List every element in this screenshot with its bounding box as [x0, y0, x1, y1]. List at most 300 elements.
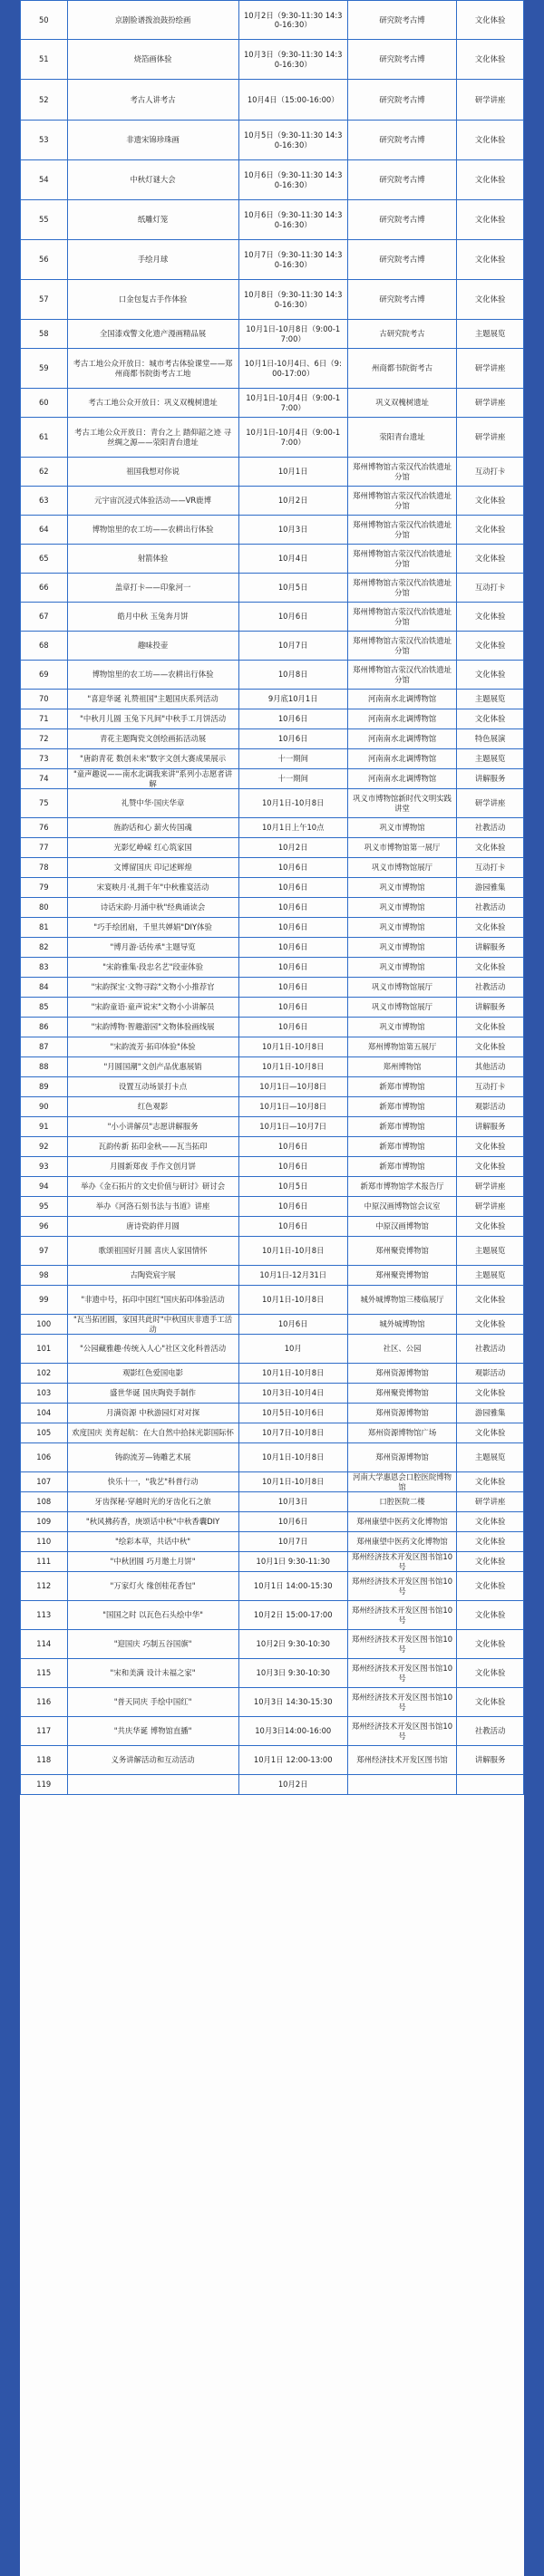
- cell-time: 10月1日-10月8日: [238, 1057, 347, 1077]
- cell-time: 10月1日上午10点: [238, 818, 347, 838]
- cell-name: 祖国我想对你说: [67, 458, 238, 487]
- cell-type: 讲解服务: [457, 769, 524, 789]
- cell-loc: 郑州经济技术开发区图书馆10号: [347, 1601, 456, 1630]
- cell-no: 66: [21, 574, 68, 603]
- table-row: [21, 320, 524, 349]
- cell-name: 皓月中秋 玉兔奔月饼: [67, 603, 238, 632]
- cell-time: 10月3日: [238, 516, 347, 545]
- cell-type: 文化体验: [457, 918, 524, 938]
- cell-type: 讲解服务: [457, 998, 524, 1018]
- cell-time: 10月7日-10月8日: [238, 1423, 347, 1443]
- cell-type: 主题展览: [457, 690, 524, 709]
- cell-time: 10月1日 12:00-13:00: [238, 1746, 347, 1775]
- cell-type: 主题展览: [457, 749, 524, 769]
- cell-type: 讲解服务: [457, 938, 524, 958]
- cell-time: 10月7日（9:30-11:30 14:30-16:30）: [238, 240, 347, 280]
- cell-name: 旌韵话和心 薪火传国魂: [67, 818, 238, 838]
- cell-no: 78: [21, 858, 68, 878]
- table-row: [21, 1492, 524, 1512]
- cell-name: 京剧脸谱拨浪鼓扮绘画: [67, 1, 238, 40]
- cell-name: "宋和美满 设计未福之家": [67, 1659, 238, 1688]
- cell-no: 108: [21, 1492, 68, 1512]
- table-row: [21, 1157, 524, 1177]
- cell-type: 社教活动: [457, 1335, 524, 1364]
- table-row: [21, 1315, 524, 1335]
- cell-time: 9月底10月1日: [238, 690, 347, 709]
- table-row: [21, 40, 524, 80]
- table-row: [21, 1472, 524, 1492]
- cell-loc: 河南南水北调博物馆: [347, 729, 456, 749]
- table-row: [21, 789, 524, 818]
- table-row: [21, 1335, 524, 1364]
- table-row: [21, 1, 524, 40]
- cell-type: 文化体验: [457, 280, 524, 320]
- table-row: [21, 998, 524, 1018]
- cell-no: 110: [21, 1532, 68, 1552]
- cell-time: 10月7日: [238, 632, 347, 661]
- cell-name: 青花主题陶瓷文创绘画拓活动展: [67, 729, 238, 749]
- cell-loc: 郑州经济技术开发区图书馆10号: [347, 1630, 456, 1659]
- table-row: [21, 1404, 524, 1423]
- cell-name: "国国之时 以瓦色石头绘中华": [67, 1601, 238, 1630]
- cell-type: 特色展演: [457, 729, 524, 749]
- cell-time: 10月3日-10月4日: [238, 1384, 347, 1404]
- cell-no: 56: [21, 240, 68, 280]
- cell-loc: 郑州经济技术开发区图书馆10号: [347, 1572, 456, 1601]
- cell-loc: 研究院考古博: [347, 40, 456, 80]
- cell-type: 文化体验: [457, 1552, 524, 1572]
- cell-loc: 巩义市博物馆第一展厅: [347, 838, 456, 858]
- cell-type: 互动打卡: [457, 1077, 524, 1097]
- table-row: [21, 1217, 524, 1237]
- table-row: [21, 1423, 524, 1443]
- cell-type: 研学讲座: [457, 80, 524, 121]
- cell-loc: 城外城博物馆三楼临展厅: [347, 1286, 456, 1315]
- cell-loc: 巩义市博物馆: [347, 938, 456, 958]
- cell-loc: 新郑市博物馆: [347, 1077, 456, 1097]
- cell-name: "宋韵童语·童声说宋"文物小小讲解员: [67, 998, 238, 1018]
- cell-no: 82: [21, 938, 68, 958]
- table-body: [21, 1, 524, 1795]
- cell-loc: 郑州博物馆古荥汉代冶铁遗址分馆: [347, 574, 456, 603]
- table-row: [21, 1601, 524, 1630]
- cell-loc: 郑州博物馆古荥汉代冶铁遗址分馆: [347, 603, 456, 632]
- cell-loc: 研究院考古博: [347, 280, 456, 320]
- cell-loc: 新郑市博物馆学术报告厅: [347, 1177, 456, 1197]
- cell-type: 文化体验: [457, 160, 524, 200]
- cell-name: "巧手绘团扇，千里共婵娟"DIY体验: [67, 918, 238, 938]
- cell-name: "喜迎华诞 礼赞祖国"主题国庆系列活动: [67, 690, 238, 709]
- cell-name: 快乐十一，"我艺"科普行动: [67, 1472, 238, 1492]
- cell-type: 讲解服务: [457, 1117, 524, 1137]
- table-row: [21, 878, 524, 898]
- cell-no: 112: [21, 1572, 68, 1601]
- cell-type: 研学讲座: [457, 1492, 524, 1512]
- cell-type: 文化体验: [457, 1532, 524, 1552]
- cell-loc: 巩义市博物馆: [347, 918, 456, 938]
- schedule-frame: [20, 0, 524, 2576]
- cell-time: 10月5日（9:30-11:30 14:30-16:30）: [238, 121, 347, 160]
- cell-name: "万家灯火 缘创桂花香包": [67, 1572, 238, 1601]
- cell-no: 95: [21, 1197, 68, 1217]
- cell-name: "宋韵流芳·拓印体验"体验: [67, 1037, 238, 1057]
- table-row: [21, 121, 524, 160]
- cell-loc: 郑州博物馆古荥汉代冶铁遗址分馆: [347, 545, 456, 574]
- cell-no: 93: [21, 1157, 68, 1177]
- cell-name: 古陶瓷宸宇展: [67, 1266, 238, 1286]
- cell-type: 研学讲座: [457, 349, 524, 389]
- cell-no: 90: [21, 1097, 68, 1117]
- cell-type: 主题展览: [457, 320, 524, 349]
- cell-type: 研学讲座: [457, 389, 524, 418]
- cell-time: 10月1日-10月4日（9:00-17:00）: [238, 418, 347, 458]
- cell-time: 10月5日: [238, 574, 347, 603]
- cell-type: 社教活动: [457, 898, 524, 918]
- cell-name: 欢度国庆 美育起航：在大自然中拾抹光影国际怀: [67, 1423, 238, 1443]
- cell-no: 63: [21, 487, 68, 516]
- cell-no: 99: [21, 1286, 68, 1315]
- cell-loc: 郑州博物馆: [347, 1057, 456, 1077]
- cell-time: 10月3日: [238, 1492, 347, 1512]
- table-row: [21, 898, 524, 918]
- cell-name: 设置互动场景打卡点: [67, 1077, 238, 1097]
- table-row: [21, 818, 524, 838]
- cell-time: 10月1日-10月8日: [238, 1237, 347, 1266]
- cell-loc: 郑州经济技术开发区图书馆10号: [347, 1717, 456, 1746]
- cell-name: 考古工地公众开放日：青台之上 踏仰韶之迹 寻丝绸之源——荥阳青台遗址: [67, 418, 238, 458]
- table-row: [21, 1443, 524, 1472]
- cell-no: 88: [21, 1057, 68, 1077]
- cell-type: 文化体验: [457, 487, 524, 516]
- cell-loc: 巩义双槐树遗址: [347, 389, 456, 418]
- cell-no: 69: [21, 661, 68, 690]
- cell-no: 105: [21, 1423, 68, 1443]
- cell-no: 50: [21, 1, 68, 40]
- table-row: [21, 1137, 524, 1157]
- cell-no: 104: [21, 1404, 68, 1423]
- cell-no: 52: [21, 80, 68, 121]
- cell-time: 10月1日-10月8日: [238, 1472, 347, 1492]
- cell-time: 10月2日: [238, 838, 347, 858]
- cell-name: 盛世华诞 国庆陶瓷手制作: [67, 1384, 238, 1404]
- cell-type: 互动打卡: [457, 458, 524, 487]
- cell-type: 文化体验: [457, 661, 524, 690]
- cell-time: 10月1日—10月7日: [238, 1117, 347, 1137]
- table-row: [21, 749, 524, 769]
- cell-no: 51: [21, 40, 68, 80]
- cell-no: 109: [21, 1512, 68, 1532]
- cell-type: 文化体验: [457, 545, 524, 574]
- cell-type: 文化体验: [457, 1286, 524, 1315]
- cell-type: 文化体验: [457, 1137, 524, 1157]
- cell-name: "非遗中号，拓印中国红"国庆拓印体验活动: [67, 1286, 238, 1315]
- cell-type: 观影活动: [457, 1097, 524, 1117]
- table-row: [21, 1775, 524, 1795]
- cell-no: 72: [21, 729, 68, 749]
- cell-type: [457, 1775, 524, 1795]
- cell-type: 文化体验: [457, 516, 524, 545]
- cell-loc: 郑州聚瓷博物馆: [347, 1384, 456, 1404]
- cell-no: 103: [21, 1384, 68, 1404]
- table-row: [21, 280, 524, 320]
- cell-no: 55: [21, 200, 68, 240]
- cell-type: 主题展览: [457, 1443, 524, 1472]
- cell-loc: 郑州聚瓷博物馆: [347, 1237, 456, 1266]
- cell-no: 87: [21, 1037, 68, 1057]
- cell-loc: 郑州资源博物馆: [347, 1364, 456, 1384]
- cell-no: 65: [21, 545, 68, 574]
- cell-loc: 中原汉画博物馆会议室: [347, 1197, 456, 1217]
- cell-loc: 荥阳青台遗址: [347, 418, 456, 458]
- cell-name: 手绘月球: [67, 240, 238, 280]
- cell-name: "瓦当拓团圆，家国共此时"中秋国庆非遗手工活动: [67, 1315, 238, 1335]
- cell-type: 文化体验: [457, 603, 524, 632]
- cell-time: 10月6日: [238, 729, 347, 749]
- cell-no: 79: [21, 878, 68, 898]
- cell-name: 礼赞中华·国庆华章: [67, 789, 238, 818]
- cell-no: 81: [21, 918, 68, 938]
- cell-type: 文化体验: [457, 1512, 524, 1532]
- cell-type: 文化体验: [457, 40, 524, 80]
- cell-time: 10月5日: [238, 1177, 347, 1197]
- cell-name: "小小讲解员"志愿讲解服务: [67, 1117, 238, 1137]
- table-row: [21, 240, 524, 280]
- cell-time: 10月6日: [238, 978, 347, 998]
- cell-no: 115: [21, 1659, 68, 1688]
- cell-no: 64: [21, 516, 68, 545]
- cell-type: 文化体验: [457, 1688, 524, 1717]
- cell-time: 十一期间: [238, 769, 347, 789]
- cell-time: 10月6日: [238, 1217, 347, 1237]
- cell-loc: 巩义市博物馆: [347, 818, 456, 838]
- cell-time: 10月1日-10月8日: [238, 1364, 347, 1384]
- cell-loc: 郑州经济技术开发区图书馆: [347, 1746, 456, 1775]
- cell-time: 10月3日 14:30-15:30: [238, 1688, 347, 1717]
- cell-loc: 研究院考古博: [347, 80, 456, 121]
- table-row: [21, 1266, 524, 1286]
- table-row: [21, 709, 524, 729]
- cell-type: 游园雅集: [457, 1404, 524, 1423]
- cell-loc: 郑州康望中医药文化博物馆: [347, 1512, 456, 1532]
- cell-name: 诗话宋韵·月涌中秋"经典诵读会: [67, 898, 238, 918]
- table-row: [21, 858, 524, 878]
- table-row: [21, 769, 524, 789]
- cell-type: 文化体验: [457, 121, 524, 160]
- cell-type: 文化体验: [457, 838, 524, 858]
- cell-no: 54: [21, 160, 68, 200]
- cell-name: 博物馆里的农工坊——农耕出行体验: [67, 661, 238, 690]
- table-row: [21, 978, 524, 998]
- table-row: [21, 1572, 524, 1601]
- cell-loc: 河南南水北调博物馆: [347, 769, 456, 789]
- cell-time: 10月1日-12月31日: [238, 1266, 347, 1286]
- cell-loc: 口腔医院二楼: [347, 1492, 456, 1512]
- cell-time: 10月3日（9:30-11:30 14:30-16:30）: [238, 40, 347, 80]
- cell-name: "月圆国潮"文创产品优惠展销: [67, 1057, 238, 1077]
- cell-time: 10月6日: [238, 1512, 347, 1532]
- cell-no: 60: [21, 389, 68, 418]
- cell-time: 10月2日 15:00-17:00: [238, 1601, 347, 1630]
- cell-type: 社教活动: [457, 1717, 524, 1746]
- cell-time: 10月2日: [238, 1775, 347, 1795]
- cell-loc: 新郑市博物馆: [347, 1097, 456, 1117]
- cell-no: 57: [21, 280, 68, 320]
- cell-no: 92: [21, 1137, 68, 1157]
- table-row: [21, 487, 524, 516]
- cell-time: 10月6日: [238, 1315, 347, 1335]
- cell-loc: 郑州博物馆古荥汉代冶铁遗址分馆: [347, 661, 456, 690]
- cell-loc: 郑州资源博物馆: [347, 1443, 456, 1472]
- table-row: [21, 349, 524, 389]
- cell-time: 10月1日-10月8日: [238, 1443, 347, 1472]
- cell-name: 元宇宙沉浸式体验活动——VR鹿博: [67, 487, 238, 516]
- cell-time: 10月1日-10月8日: [238, 1286, 347, 1315]
- cell-name: "宋韵探宝·文物寻踪"文物小小推荐官: [67, 978, 238, 998]
- cell-time: 10月: [238, 1335, 347, 1364]
- cell-loc: 研究院考古博: [347, 160, 456, 200]
- cell-loc: 巩义市博物馆: [347, 898, 456, 918]
- cell-no: 75: [21, 789, 68, 818]
- cell-time: 10月1日 14:00-15:30: [238, 1572, 347, 1601]
- cell-name: "唐韵青花 数创未来"数字文创大赛成果展示: [67, 749, 238, 769]
- table-row: [21, 1097, 524, 1117]
- cell-time: 10月3日 9:30-10:30: [238, 1659, 347, 1688]
- cell-loc: 研究院考古博: [347, 200, 456, 240]
- cell-no: 80: [21, 898, 68, 918]
- cell-loc: 巩义市博物馆展厅: [347, 858, 456, 878]
- cell-name: 举办《河洛石刻书法与书道》讲座: [67, 1197, 238, 1217]
- cell-type: 社教活动: [457, 978, 524, 998]
- cell-no: 85: [21, 998, 68, 1018]
- table-row: [21, 1717, 524, 1746]
- cell-no: 111: [21, 1552, 68, 1572]
- table-row: [21, 1688, 524, 1717]
- table-row: [21, 1057, 524, 1077]
- cell-type: 研学讲座: [457, 789, 524, 818]
- cell-time: 10月1日 9:30-11:30: [238, 1552, 347, 1572]
- cell-loc: 郑州经济技术开发区图书馆10号: [347, 1552, 456, 1572]
- table-row: [21, 1197, 524, 1217]
- cell-name: 口金包复古手作体验: [67, 280, 238, 320]
- cell-loc: 河南南水北调博物馆: [347, 709, 456, 729]
- cell-time: 10月6日: [238, 878, 347, 898]
- cell-type: 互动打卡: [457, 858, 524, 878]
- cell-name: [67, 1775, 238, 1795]
- cell-type: 讲解服务: [457, 1746, 524, 1775]
- table-row: [21, 838, 524, 858]
- cell-name: "绘彩本草，共话中秋": [67, 1532, 238, 1552]
- cell-name: 义务讲解活动和互动活动: [67, 1746, 238, 1775]
- cell-name: 观影红色爱国电影: [67, 1364, 238, 1384]
- cell-time: 10月2日: [238, 487, 347, 516]
- cell-time: 10月2日 9:30-10:30: [238, 1630, 347, 1659]
- cell-loc: 郑州经济技术开发区图书馆10号: [347, 1688, 456, 1717]
- cell-time: 十一期间: [238, 749, 347, 769]
- cell-type: 文化体验: [457, 1157, 524, 1177]
- cell-loc: 中原汉画博物馆: [347, 1217, 456, 1237]
- cell-loc: 郑州博物馆古荥汉代冶铁遗址分馆: [347, 458, 456, 487]
- cell-time: 10月6日: [238, 1197, 347, 1217]
- cell-name: 射箭体验: [67, 545, 238, 574]
- cell-loc: 新郑市博物馆: [347, 1157, 456, 1177]
- cell-loc: 河南南水北调博物馆: [347, 749, 456, 769]
- cell-loc: 郑州资源博物馆广场: [347, 1423, 456, 1443]
- cell-name: 月圆新郑夜 手作文创月饼: [67, 1157, 238, 1177]
- cell-loc: 州商都书院街考古: [347, 349, 456, 389]
- cell-no: 106: [21, 1443, 68, 1472]
- table-row: [21, 1630, 524, 1659]
- cell-time: 10月1日-10月8日: [238, 789, 347, 818]
- cell-time: 10月6日: [238, 898, 347, 918]
- table-row: [21, 918, 524, 938]
- table-row: [21, 729, 524, 749]
- cell-loc: 郑州博物馆古荥汉代冶铁遗址分馆: [347, 516, 456, 545]
- cell-loc: 城外城博物馆: [347, 1315, 456, 1335]
- cell-no: 101: [21, 1335, 68, 1364]
- cell-time: 10月1日—10月8日: [238, 1097, 347, 1117]
- cell-name: 唐诗瓷韵伴月圆: [67, 1217, 238, 1237]
- table-row: [21, 80, 524, 121]
- table-row: [21, 200, 524, 240]
- cell-loc: 古研究院考古: [347, 320, 456, 349]
- cell-loc: 巩义市博物馆展厅: [347, 978, 456, 998]
- cell-no: 73: [21, 749, 68, 769]
- cell-loc: 研究院考古博: [347, 240, 456, 280]
- cell-name: 中秋灯谜大会: [67, 160, 238, 200]
- cell-time: 10月6日: [238, 1018, 347, 1037]
- cell-no: 102: [21, 1364, 68, 1384]
- cell-type: 文化体验: [457, 1572, 524, 1601]
- table-row: [21, 603, 524, 632]
- cell-no: 98: [21, 1266, 68, 1286]
- table-row: [21, 458, 524, 487]
- cell-time: 10月6日: [238, 958, 347, 978]
- cell-no: 89: [21, 1077, 68, 1097]
- cell-name: "迎国庆 巧制五谷国旗": [67, 1630, 238, 1659]
- cell-loc: 郑州博物馆古荥汉代冶铁遗址分馆: [347, 487, 456, 516]
- cell-name: 考古工地公众开放日：巩义双槐树遗址: [67, 389, 238, 418]
- cell-no: 84: [21, 978, 68, 998]
- cell-time: 10月1日-10月8日: [238, 1037, 347, 1057]
- cell-no: 97: [21, 1237, 68, 1266]
- table-row: [21, 1384, 524, 1404]
- cell-name: 非遗宋锦珍珠画: [67, 121, 238, 160]
- cell-name: 全国漆戏警文化遗产漫画精品展: [67, 320, 238, 349]
- table-row: [21, 661, 524, 690]
- cell-name: "童声趣说——南水北调我来讲"系列小志愿者讲解: [67, 769, 238, 789]
- cell-time: 10月4日（15:00-16:00）: [238, 80, 347, 121]
- cell-no: 70: [21, 690, 68, 709]
- cell-type: 研学讲座: [457, 1177, 524, 1197]
- cell-no: 100: [21, 1315, 68, 1335]
- cell-no: 58: [21, 320, 68, 349]
- table-row: [21, 545, 524, 574]
- cell-no: 114: [21, 1630, 68, 1659]
- cell-type: 观影活动: [457, 1364, 524, 1384]
- cell-name: "普天同庆 手绘中国红": [67, 1688, 238, 1717]
- cell-loc: 河南南水北调博物馆: [347, 690, 456, 709]
- cell-no: 74: [21, 769, 68, 789]
- cell-type: 文化体验: [457, 240, 524, 280]
- cell-type: 其他活动: [457, 1057, 524, 1077]
- cell-type: 文化体验: [457, 1217, 524, 1237]
- cell-name: "中秋团圆 巧月邀土月饼": [67, 1552, 238, 1572]
- cell-name: 趣味投壶: [67, 632, 238, 661]
- cell-type: 互动打卡: [457, 574, 524, 603]
- cell-loc: 巩义市博物馆展厅: [347, 998, 456, 1018]
- cell-type: 文化体验: [457, 958, 524, 978]
- cell-no: 118: [21, 1746, 68, 1775]
